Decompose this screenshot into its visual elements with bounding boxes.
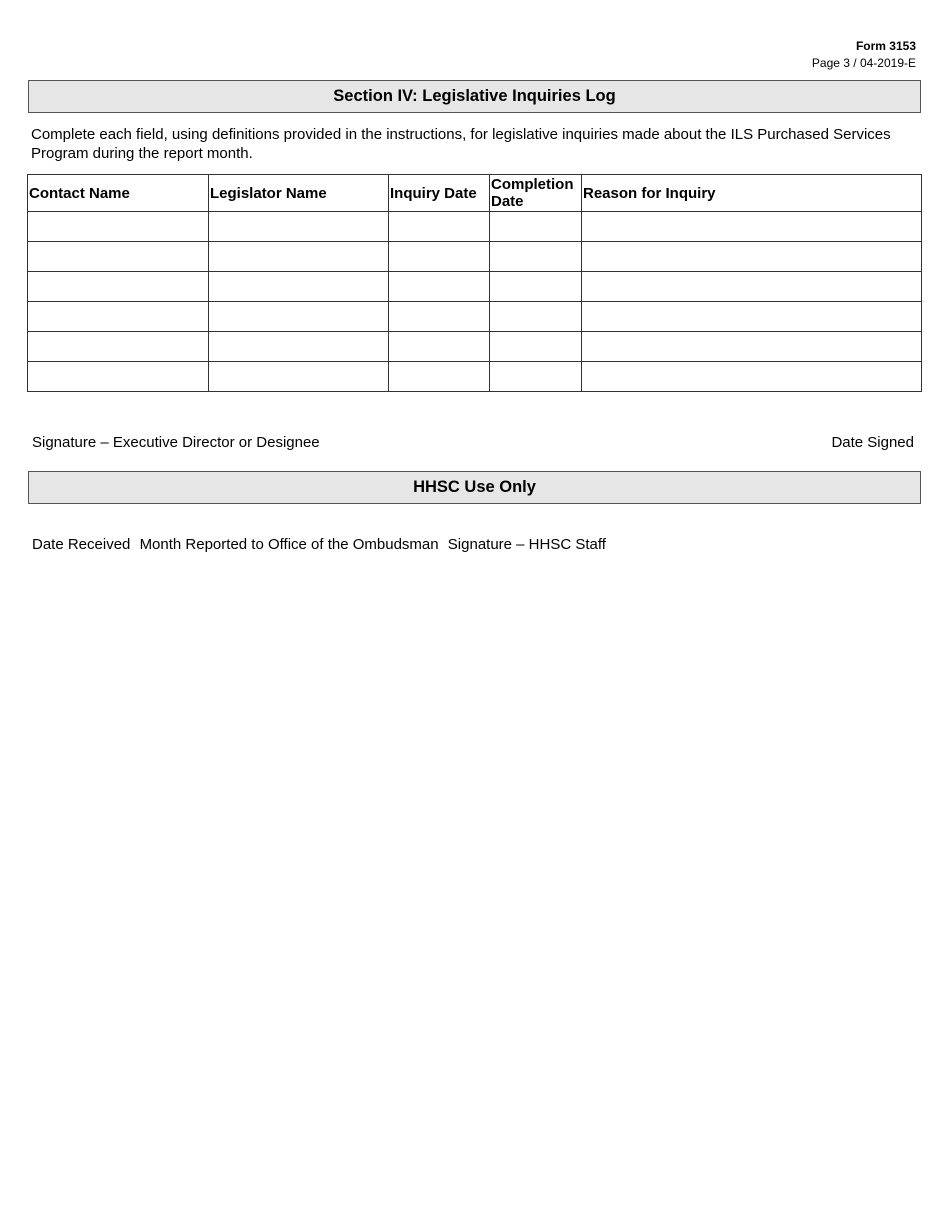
completion-date-cell[interactable] [490, 332, 582, 362]
column-header-inquiry-date: Inquiry Date [389, 175, 490, 212]
month-reported-label: Month Reported to Office of the Ombudsman [139, 536, 439, 553]
completion-date-cell[interactable] [490, 272, 582, 302]
contact-name-cell[interactable] [28, 242, 209, 272]
inquiry-date-cell[interactable] [389, 242, 490, 272]
table-header-row [28, 175, 922, 212]
section-iv-title: Section IV: Legislative Inquiries Log [28, 80, 921, 113]
reason-for-inquiry-cell[interactable] [582, 302, 922, 332]
hhsc-staff-signature-label: Signature – HHSC Staff [447, 536, 606, 553]
contact-name-cell[interactable] [28, 362, 209, 392]
table-row [28, 332, 922, 362]
contact-name-cell[interactable] [28, 212, 209, 242]
column-header-contact-name: Contact Name [28, 175, 209, 212]
reason-for-inquiry-cell[interactable] [582, 362, 922, 392]
legislator-name-cell[interactable] [209, 302, 389, 332]
column-header-reason-for-inquiry: Reason for Inquiry [582, 175, 922, 212]
date-signed-label: Date Signed [831, 434, 914, 451]
inquiry-date-cell[interactable] [389, 362, 490, 392]
form-number: Form 3153 [855, 39, 916, 53]
contact-name-cell[interactable] [28, 272, 209, 302]
table-row [28, 212, 922, 242]
inquiry-date-cell[interactable] [389, 302, 490, 332]
column-header-legislator-name: Legislator Name [209, 175, 389, 212]
reason-for-inquiry-cell[interactable] [582, 332, 922, 362]
hhsc-use-only-title: HHSC Use Only [28, 471, 921, 504]
legislator-name-cell[interactable] [209, 212, 389, 242]
inquiry-date-cell[interactable] [389, 332, 490, 362]
legislator-name-cell[interactable] [209, 242, 389, 272]
legislative-inquiries-table [27, 174, 922, 392]
contact-name-cell[interactable] [28, 302, 209, 332]
completion-date-cell[interactable] [490, 302, 582, 332]
reason-for-inquiry-cell[interactable] [582, 272, 922, 302]
completion-date-cell[interactable] [490, 242, 582, 272]
inquiry-date-cell[interactable] [389, 272, 490, 302]
legislator-name-cell[interactable] [209, 272, 389, 302]
completion-date-cell[interactable] [490, 362, 582, 392]
executive-signature-label: Signature – Executive Director or Designee [32, 434, 320, 451]
table-row [28, 242, 922, 272]
date-received-label: Date Received [32, 536, 131, 553]
table-row [28, 272, 922, 302]
reason-for-inquiry-cell[interactable] [582, 212, 922, 242]
contact-name-cell[interactable] [28, 332, 209, 362]
completion-date-cell[interactable] [490, 212, 582, 242]
column-header-completion-date: Completion Date [490, 175, 582, 212]
page-info: Page 3 / 04-2019-E [811, 56, 916, 70]
legislator-name-cell[interactable] [209, 332, 389, 362]
form-header [812, 38, 916, 72]
legislator-name-cell[interactable] [209, 362, 389, 392]
reason-for-inquiry-cell[interactable] [582, 242, 922, 272]
instructions-text: Complete each field, using definitions provided in the instructions, for legislative inquiries made about the ILS Purchased Services Program during the report month. [31, 126, 891, 162]
inquiry-date-cell[interactable] [389, 212, 490, 242]
table-row [28, 302, 922, 332]
hhsc-fields [32, 536, 611, 553]
table-row [28, 362, 922, 392]
